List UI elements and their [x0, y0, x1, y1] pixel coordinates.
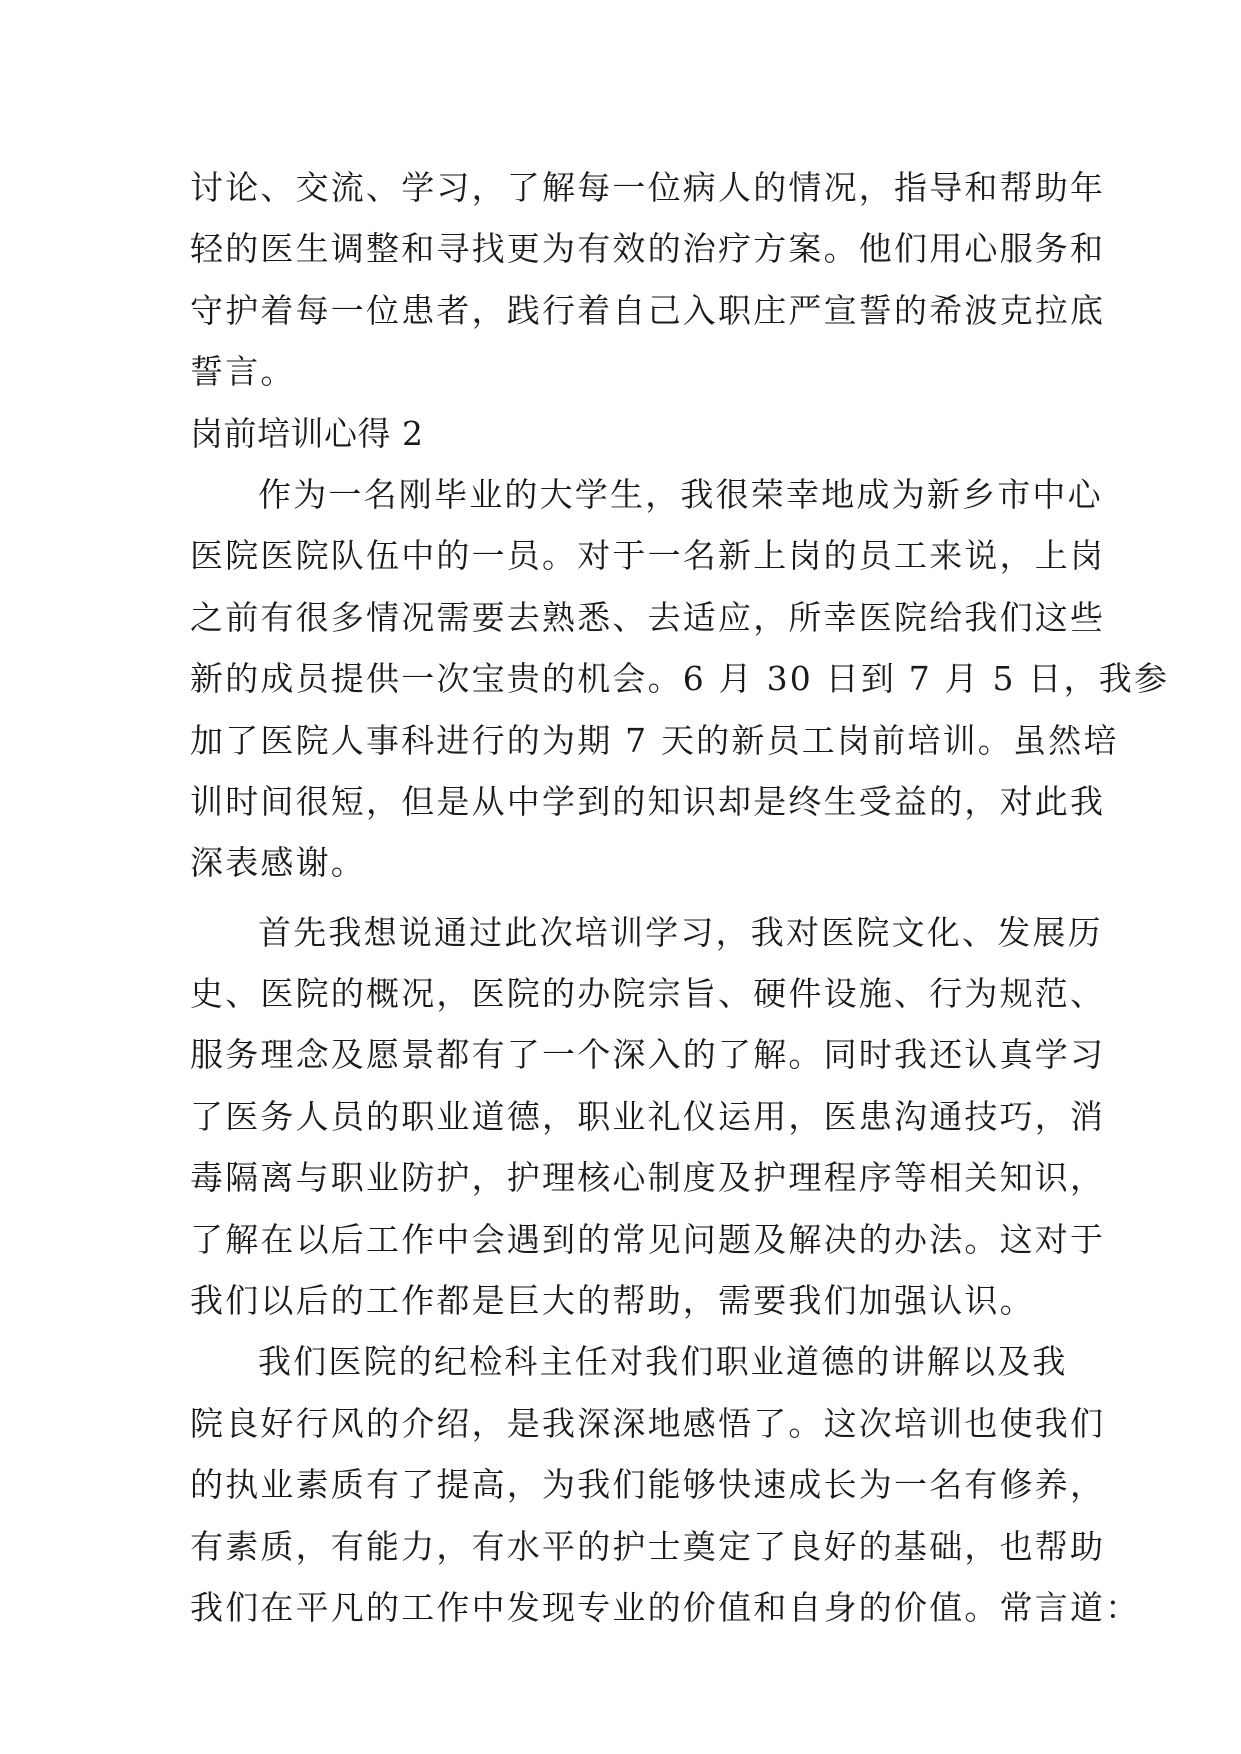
text-line: 讨论、交流、学习，了解每一位病人的情况，指导和帮助年 [190, 168, 1106, 207]
text-line: 誓言。 [190, 352, 296, 392]
section-heading: 岗前培训心得 2 [190, 413, 424, 453]
paragraph-first-line: 我们医院的纪检科主任对我们职业道德的讲解以及我 [258, 1342, 1068, 1382]
text-line: 我们以后的工作都是巨大的帮助，需要我们加强认识。 [190, 1281, 1035, 1321]
text-line: 了解在以后工作中会遇到的常见问题及解决的办法。这对于 [190, 1219, 1106, 1259]
text-line: 加了医院人事科进行的为期 7 天的新员工岗前培训。虽然培 [190, 720, 1119, 760]
text-line: 我们在平凡的工作中发现专业的价值和自身的价值。常言道： [190, 1587, 1141, 1627]
text-line: 训时间很短，但是从中学到的知识却是终生受益的，对此我 [190, 781, 1106, 821]
text-line: 史、医院的概况，医院的办院宗旨、硬件设施、行为规范、 [190, 974, 1106, 1014]
text-line: 之前有很多情况需要去熟悉、去适应，所幸医院给我们这些 [190, 597, 1106, 637]
text-line: 守护着每一位患者，践行着自己入职庄严宣誓的希波克拉底 [190, 290, 1106, 330]
text-line: 深表感谢。 [190, 843, 366, 883]
text-line: 服务理念及愿景都有了一个深入的了解。同时我还认真学习 [190, 1035, 1106, 1075]
text-line: 轻的医生调整和寻找更为有效的治疗方案。他们用心服务和 [190, 229, 1106, 269]
document-body [190, 157, 1170, 1638]
text-line: 了医务人员的职业道德，职业礼仪运用，医患沟通技巧，消 [190, 1096, 1106, 1136]
text-line: 有素质，有能力，有水平的护士奠定了良好的基础，也帮助 [190, 1526, 1106, 1566]
text-line: 的执业素质有了提高，为我们能够快速成长为一名有修养， [190, 1465, 1106, 1505]
text-line: 毒隔离与职业防护，护理核心制度及护理程序等相关知识， [190, 1158, 1106, 1198]
text-line: 院良好行风的介绍，是我深深地感悟了。这次培训也使我们 [190, 1403, 1106, 1443]
paragraph-first-line: 作为一名刚毕业的大学生，我很荣幸地成为新乡市中心 [258, 474, 1103, 514]
text-line: 新的成员提供一次宝贵的机会。6 月 30 日到 7 月 5 日，我参 [190, 659, 1170, 699]
paragraph-first-line: 首先我想说通过此次培训学习，我对医院文化、发展历 [258, 912, 1103, 952]
text-line: 医院医院队伍中的一员。对于一名新上岗的员工来说，上岗 [190, 536, 1106, 576]
